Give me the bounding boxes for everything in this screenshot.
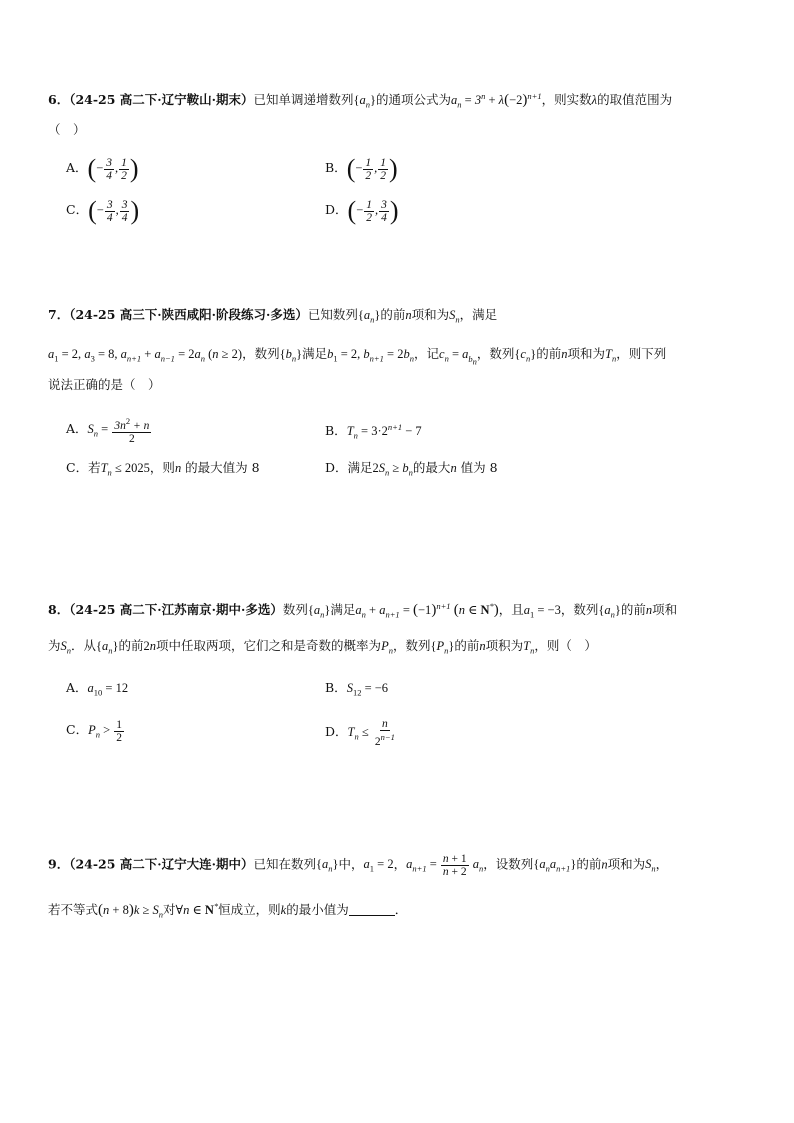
q8-line2-e: ，数列 — [392, 638, 431, 653]
q8-Tn: $T_n$ — [523, 639, 535, 656]
q7-line2-c: ，记 — [413, 346, 439, 361]
q7-seq-bn: $\{b_n\}$ — [279, 347, 303, 364]
q6-option-c-math: (− $\frac{3}{4}$ , $\frac{3}{4}$ ) — [88, 196, 140, 226]
q8-line2-d: 项中任取两项，它们之和是奇数的概率为 — [156, 638, 382, 653]
q9-cond1: $a_1 = 2$ — [363, 857, 394, 874]
q7-line1 — [48, 305, 497, 330]
q7-stem-d: ，满足 — [459, 307, 498, 322]
q8-n2: n — [479, 639, 486, 653]
q8-stem: 数列 — [282, 602, 308, 618]
q9-seq-anan1: $\{a_na_{n+1}\}$ — [533, 857, 577, 874]
q9-line2-a: 若不等式 — [48, 902, 99, 918]
q9-stem-g: ， — [655, 856, 669, 872]
q9-answer-blank[interactable] — [349, 915, 395, 916]
q9-line2-d: 的最小值为 — [286, 902, 349, 918]
q6-line1 — [48, 86, 672, 115]
q8-option-d[interactable] — [325, 718, 398, 748]
q6-stem: 已知单调递增数列 — [253, 92, 354, 108]
option-label: B． — [325, 423, 347, 439]
q8-option-b[interactable] — [325, 676, 388, 705]
q8-seq-an-3: $\{a_n\}$ — [96, 639, 119, 656]
q8-cond1: $a_n + a_{n+1} = (-1)^{n+1}$ (n ∈ N*) — [355, 601, 499, 620]
q8-seq-an-2: $\{a_n\}$ — [598, 603, 621, 620]
q9-stem: 已知在数列 — [253, 856, 317, 872]
q7-seq-an: $\{a_n\}$ — [357, 308, 381, 325]
q7-n2: n — [561, 347, 568, 361]
option-label: D． — [325, 723, 348, 739]
q6-source: （24-25 高二下·辽宁鞍山·期末） — [69, 92, 254, 108]
q8-stem-b: 满足 — [330, 602, 356, 618]
q8-option-a-math: $a_{10} = 12$ — [87, 681, 129, 698]
q6-option-b-math: (− $\frac{1}{2}$ , $\frac{1}{2}$ ) — [346, 154, 398, 184]
q7-option-c[interactable] — [66, 456, 260, 485]
q9-stem-b: 中， — [338, 856, 364, 872]
q8-Pn: $P_n$ — [381, 639, 393, 656]
q8-stem-f: 项和 — [652, 602, 678, 618]
q6-option-b[interactable] — [325, 156, 398, 182]
q7-option-c-post: 的最大值为 8 — [185, 460, 260, 475]
q7-line2-d: ，数列 — [476, 346, 515, 361]
q8-line2-f: 的前 — [454, 638, 480, 653]
q7-line3: 说法正确的是（ ） — [48, 377, 161, 392]
q6-stem-b: 的通项公式为 — [376, 92, 452, 108]
option-label: D． — [325, 202, 348, 217]
q7-source: （24-25 高三下·陕西咸阳·阶段练习·多选） — [69, 307, 308, 322]
q8-2n: 2n — [143, 639, 157, 653]
q8-line2-c: 的前 — [118, 638, 144, 653]
q7-line2 — [48, 344, 666, 371]
q6-formula: $a_n = 3^n + \lambda(-2)^{n+1}$ — [451, 91, 542, 110]
q8-source: （24-25 高二下·江苏南京·期中·多选） — [69, 602, 283, 618]
q7-line2-a: ，数列 — [242, 346, 280, 361]
q9-k: k — [280, 903, 287, 918]
q8-stem-c: ，且 — [498, 602, 524, 618]
q6-option-a[interactable] — [66, 156, 139, 182]
q9-cond2: $a_{n+1}$ = $\frac{n + 1}{n + 2}$ $a_n$ — [406, 853, 484, 878]
q9-source: （24-25 高二下·辽宁大连·期中） — [69, 856, 254, 872]
q8-line2-g: 项积为 — [485, 638, 524, 653]
q7-option-d-post: 值为 8 — [460, 460, 498, 475]
q7-Sn: $S_n$ — [449, 308, 460, 325]
q7-option-c-n: n — [174, 461, 182, 475]
q8-line2-h: ，则（ ） — [534, 638, 597, 653]
q8-n: n — [645, 603, 653, 618]
q9-line2 — [48, 896, 407, 925]
option-label: B． — [325, 160, 347, 175]
q9-line2-e: ． — [394, 902, 408, 918]
q7-option-d-math: $2S_n \ge b_n$ — [372, 461, 413, 478]
q8-seq-an: $\{a_n\}$ — [307, 603, 331, 620]
q8-line2-b: ．从 — [71, 638, 97, 653]
q6-paren: （ ） — [48, 122, 86, 137]
q9-stem-f: 项和为 — [607, 856, 646, 872]
q7-stem-b: 的前 — [380, 307, 406, 322]
option-label: D． — [325, 460, 348, 475]
q6-seq-an: $\{a_n\}$ — [353, 93, 377, 110]
q6-option-d[interactable] — [325, 198, 399, 224]
q7-stem: 已知数列 — [307, 307, 358, 322]
q7-option-d[interactable] — [325, 456, 498, 485]
option-label: B． — [325, 680, 347, 695]
q9-stem-d: ，设数列 — [483, 856, 534, 872]
q7-cond3: $c_n = a_{b_n}$ — [439, 347, 477, 367]
q7-option-a-math: $S_n$ = $\frac{3n^2 + n}{2}$ — [87, 416, 150, 445]
q8-option-d-math: $T_n$ ≤ $\frac{n}{2^{n-1}}$ — [347, 718, 395, 748]
q6-option-c[interactable] — [66, 198, 139, 224]
q7-Tn: $T_n$ — [604, 347, 617, 364]
q6-option-d-math: (− $\frac{1}{2}$ , $\frac{3}{4}$ ) — [347, 196, 399, 226]
q7-option-a[interactable] — [66, 415, 152, 445]
q8-option-b-math: $S_{12} = -6$ — [346, 681, 389, 698]
option-label: A． — [66, 680, 88, 695]
option-label: C． — [66, 202, 89, 217]
q8-option-c[interactable] — [66, 718, 125, 747]
q7-cond2: $b_1 = 2$, $b_{n+1} = 2b_n$ — [327, 347, 414, 364]
q8-seq-Pn: $\{P_n\}$ — [430, 639, 455, 656]
q6-stem-d: 的取值范围为 — [597, 92, 673, 108]
q7-option-d-mid: 的最大 — [412, 460, 451, 475]
q9-line2-c: 恒成立，则 — [218, 902, 281, 918]
q8-option-c-math: $P_n$ > $\frac{1}{2}$ — [88, 718, 123, 744]
q7-option-c-math: $T_n \le 2025$ — [100, 461, 150, 478]
option-label: A． — [66, 420, 88, 436]
q7-number: 7． — [48, 307, 70, 322]
q9-number: 9． — [48, 856, 70, 872]
q7-option-c-mid: ，则 — [149, 460, 175, 475]
q7-line2-f: 项和为 — [567, 346, 605, 361]
q9-cond3: $(n + 8)k \ge S_n$ — [98, 902, 164, 920]
q6-number: 6． — [48, 92, 70, 108]
q9-Sn: $S_n$ — [645, 857, 656, 874]
q8-option-a[interactable] — [66, 676, 128, 705]
q7-option-d-pre: 满足 — [347, 460, 373, 475]
q7-line2-b: 满足 — [302, 346, 328, 361]
q7-stem-c: 项和为 — [411, 307, 450, 322]
q7-n: n — [405, 308, 412, 322]
q9-seq-an: $\{a_n\}$ — [316, 857, 339, 874]
q9-line2-b: 对 — [163, 902, 176, 918]
q7-option-d-n: n — [450, 461, 457, 475]
q9-stem-e: 的前 — [576, 856, 602, 872]
q7-cond1: $a_1 = 2$, $a_3 = 8$, $a_{n+1} + a_{n-1} = 2a_n$ (n ≥ 2) — [48, 347, 243, 364]
q7-option-b[interactable] — [325, 415, 422, 448]
q7-line2-e: 的前 — [536, 346, 562, 361]
q7-option-c-pre: 若 — [88, 460, 101, 475]
q9-line1 — [48, 853, 668, 879]
q9-cond4: ∀n ∈ N* — [175, 901, 219, 918]
q7-line2-g: ，则下列 — [616, 346, 667, 361]
option-label: C． — [66, 460, 89, 475]
q9-stem-c: ， — [393, 856, 407, 872]
q7-option-b-math: $T_n = 3\cdot 2^{n+1} - 7$ — [346, 422, 422, 441]
q6-stem-c: ，则实数 — [541, 92, 592, 108]
q8-Sn: $S_n$ — [60, 639, 72, 656]
q9-n: n — [601, 857, 608, 872]
q8-line2 — [48, 636, 597, 661]
q8-cond2: $a_1 = -3$ — [523, 603, 561, 620]
q8-stem-d: ，数列 — [560, 602, 599, 618]
q6-option-a-math: (− $\frac{3}{4}$ , $\frac{1}{2}$ ) — [87, 154, 139, 184]
q8-line2-a: 为 — [48, 638, 61, 653]
option-label: C． — [66, 722, 89, 737]
q8-stem-e: 的前 — [620, 602, 646, 618]
option-label: A． — [66, 160, 88, 175]
q8-number: 8． — [48, 602, 70, 618]
q8-line1 — [48, 596, 677, 625]
q7-seq-cn: $\{c_n\}$ — [514, 347, 537, 364]
q6-lambda: λ — [591, 93, 598, 108]
